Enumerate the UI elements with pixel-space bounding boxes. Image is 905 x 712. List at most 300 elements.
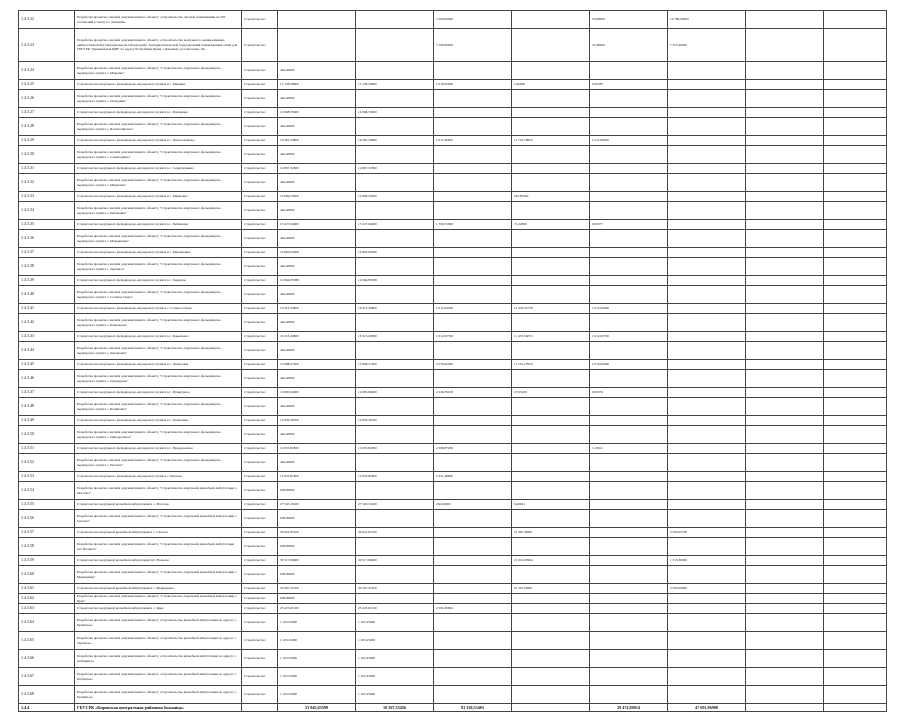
amount-cell-c4: 12 655,81800 [356,444,434,454]
amount-cell-c6 [512,29,590,62]
amount-cell-c7 [590,632,668,650]
row-code: 1.4.3.33 [19,192,75,202]
amount-cell-c5 [434,584,512,594]
amount-cell-c9 [746,528,824,538]
empty-cell [824,220,887,230]
empty-cell [824,416,887,426]
empty-cell [824,398,887,416]
amount-cell-c4: 30 517,84900 [356,556,434,566]
row-name: Разработка проектно-сметной документации по объекту: "Строительство модульного фельдшерско-акушерского пункта с. Пушкурное" [75,370,242,388]
table-row [19,416,887,426]
amount-cell-c3: 494,40000 [278,90,356,108]
amount-cell-c4: 14 968,33600 [356,108,434,118]
row-source: Строительство [242,416,278,426]
amount-cell-c9 [746,146,824,164]
document-page [18,10,886,712]
amount-cell-c7: 31,96000 [590,29,668,62]
row-code: 1.4.3.56 [19,510,75,528]
row-name: Строительство модульного фельдшерско-акушерского пункта в с. Пушкурное [75,388,242,398]
amount-cell-c5 [434,566,512,584]
amount-cell-c5 [434,146,512,164]
amount-cell-c3: 494,40000 [278,370,356,388]
amount-cell-c9 [746,29,824,62]
empty-cell [824,426,887,444]
amount-cell-c9 [746,118,824,136]
row-name: Разработка проектно-сметной документации по объекту: "Строительство модульной врачебной амбулатории с. Ярке" [75,594,242,604]
row-name: Разработка проектно-сметной документации по объекту: «Строительство врачебной амбулатории по адресу: с. Целинное» [75,686,242,704]
table-row [19,62,887,80]
amount-cell-c9 [746,80,824,90]
amount-cell-c8 [668,614,746,632]
amount-cell-c9 [746,704,824,712]
amount-cell-c6 [512,416,590,426]
row-code: 1.4.3.39 [19,276,75,286]
amount-cell-c4: 14 959,36700 [356,416,434,426]
amount-cell-c6: 27,03100 [512,388,590,398]
table-row [19,314,887,332]
amount-cell-c4: 16 281,52800 [356,136,434,146]
row-name: Разработка проектно-сметной документации по объекту: "Строительство модульного фельдшерско-акушерского пункта с. Марьино" [75,62,242,80]
amount-cell-c9 [746,360,824,370]
amount-cell-c3: 14 959,36700 [278,416,356,426]
amount-cell-c7: 29 474,80014 [590,704,668,712]
amount-cell-c4 [356,90,434,108]
row-source: Строительство [242,538,278,556]
amount-cell-c5 [434,398,512,416]
amount-cell-c3: 494,40000 [278,146,356,164]
amount-cell-c3: 494,40000 [278,230,356,248]
amount-cell-c8 [668,230,746,248]
empty-cell [824,454,887,472]
amount-cell-c3: 494,40000 [278,62,356,80]
empty-cell [824,29,887,62]
row-code: 1.4.3.36 [19,230,75,248]
amount-cell-c6 [512,632,590,650]
amount-cell-c4 [356,482,434,500]
row-code: 1.4.3.42 [19,314,75,332]
row-name: Строительство модульного фельдшерско-акушерского пункта в с. Марьяновка [75,248,242,258]
amount-cell-c8 [668,314,746,332]
amount-cell-c9 [746,614,824,632]
table-row [19,108,887,118]
amount-cell-c3: 14 867,31800 [278,164,356,174]
row-name: Разработка проектно-сметной документации по объекту: "Строительство модульного фельдшерско-акушерского пункта с. Рисовое" [75,454,242,472]
amount-cell-c4: 12 683,64900 [356,388,434,398]
amount-cell-c3: 14 969,25900 [278,192,356,202]
amount-cell-c6 [512,614,590,632]
amount-cell-c5 [434,528,512,538]
amount-cell-c5 [434,426,512,444]
empty-cell [824,538,887,556]
amount-cell-c9 [746,500,824,510]
row-source: Строительство [242,342,278,360]
amount-cell-c6 [512,314,590,332]
amount-cell-c5: 1 010,65000 [434,80,512,90]
amount-cell-c5 [434,538,512,556]
amount-cell-c4: 14 963,64306 [356,248,434,258]
amount-cell-c3: 638,00000 [278,538,356,556]
empty-cell [824,556,887,566]
amount-cell-c5 [434,614,512,632]
row-name: Разработка проектно-сметной документации по объекту: "Строительство модульной врачебной амбулатории пгт. Вольное" [75,538,242,556]
row-name: Разработка проектно-сметной документации по объекту: "Строительство модульного фельдшерско-акушерского пункта с. Днепровка" [75,342,242,360]
amount-cell-c5 [434,174,512,192]
row-code: 1.4.3.60 [19,566,75,584]
row-source: Строительство [242,668,278,686]
amount-cell-c4: 13 227,04600 [356,220,434,230]
amount-cell-c4 [356,258,434,276]
amount-cell-c3: 14 968,33600 [278,108,356,118]
table-row [19,566,887,584]
row-name: Строительство модульного фельдшерско-акушерского пункта в с. Зерновое [75,276,242,286]
amount-cell-c8 [668,668,746,686]
amount-cell-c8 [668,510,746,528]
table-row [19,342,887,360]
amount-cell-c8: 2 592,66900 [668,584,746,594]
amount-cell-c9 [746,220,824,230]
amount-cell-c8 [668,370,746,388]
amount-cell-c8 [668,304,746,314]
amount-cell-c8 [668,482,746,500]
row-source: Строительство [242,632,278,650]
empty-cell [824,510,887,528]
row-name: Разработка проектно-сметной документации по объекту: «Строительство врачебной амбулатории по адресу: с. Лебединое» [75,650,242,668]
amount-cell-c9 [746,370,824,388]
amount-cell-c7 [590,202,668,220]
amount-cell-c3: 638,00000 [278,510,356,528]
amount-cell-c3: 494,40000 [278,454,356,472]
row-source [242,704,278,712]
amount-cell-c4 [356,174,434,192]
row-source: Строительство [242,258,278,276]
amount-cell-c7 [590,556,668,566]
amount-cell-c5: 1 790,55000 [434,220,512,230]
table-row [19,304,887,314]
amount-cell-c4: 1 163,25000 [356,686,434,704]
amount-cell-c8 [668,332,746,342]
amount-cell-c3: 30 641,85100 [278,528,356,538]
empty-cell [824,632,887,650]
amount-cell-c9 [746,90,824,108]
amount-cell-c9 [746,230,824,248]
row-name: Строительство модульного фельдшерско-акушерского пункта с. Соленое Озеро [75,304,242,314]
table-row [19,286,887,304]
amount-cell-c9 [746,686,824,704]
amount-cell-c6 [512,11,590,29]
row-code: 1.4.3.68 [19,686,75,704]
row-code: 1.4.3.32 [19,174,75,192]
table-row [19,614,887,632]
amount-cell-c3: 30 567,45100 [278,584,356,594]
row-source: Строительство [242,90,278,108]
amount-cell-c8 [668,258,746,276]
amount-cell-c9 [746,276,824,286]
row-source: Строительство [242,426,278,444]
amount-cell-c9 [746,398,824,416]
amount-cell-c4: 10 507,55456 [356,704,434,712]
row-code: 1.4.3.53 [19,472,75,482]
amount-cell-c9 [746,444,824,454]
amount-cell-c6: 11 161,27959 [512,360,590,370]
table-row [19,444,887,454]
amount-cell-c5 [434,248,512,258]
amount-cell-c9 [746,314,824,332]
amount-cell-c8 [668,164,746,174]
amount-cell-c4: 1 163,25000 [356,650,434,668]
amount-cell-c6 [512,686,590,704]
amount-cell-c6 [512,650,590,668]
amount-cell-c3: 494,40000 [278,398,356,416]
amount-cell-c7 [590,614,668,632]
row-name: Разработка проектно-сметной документации по объекту: "Строительство модульной врачебной амбулатории с. Медведевка" [75,566,242,584]
row-name: Разработка проектно-сметной документации по объекту: "Строительство модульного фельдшерско-акушерского пункта с. Соленое Озеро" [75,286,242,304]
row-code: 1.4.3.23 [19,29,75,62]
row-code: 1.4.3.29 [19,136,75,146]
table-row [19,11,887,29]
row-name: Строительство модульного фельдшерско-акушерского пункта в с. Мирновка [75,192,242,202]
amount-cell-c7 [590,314,668,332]
amount-cell-c3: 494,40000 [278,314,356,332]
amount-cell-c4: 30 641,85100 [356,528,434,538]
row-name: Строительство модульного фельдшерско-акушерского пункта в с. Калиновка [75,416,242,426]
table-row [19,202,887,220]
amount-cell-c4: 1 163,25000 [356,614,434,632]
amount-cell-c4: 14 867,31800 [356,164,434,174]
amount-cell-c5: 2 246,76100 [434,388,512,398]
amount-cell-c4: 25 225,61100 [356,604,434,614]
amount-cell-c5 [434,276,512,286]
table-row [19,556,887,566]
table-row [19,220,887,230]
table-row [19,146,887,164]
amount-cell-c4: 14 969,25900 [356,192,434,202]
table-row [19,604,887,614]
empty-cell [824,80,887,90]
empty-cell [824,370,887,388]
row-source: Строительство [242,556,278,566]
amount-cell-c8 [668,220,746,230]
amount-cell-c7: 1,10911 [590,444,668,454]
row-source: Строительство [242,398,278,416]
amount-cell-c6 [512,230,590,248]
table-row [19,584,887,594]
row-source: Строительство [242,454,278,472]
row-code: 1.4.3.48 [19,398,75,416]
amount-cell-c5 [434,286,512,304]
amount-cell-c5 [434,686,512,704]
empty-cell [824,192,887,202]
row-name: Разработка проектно-сметной документации по объекту: «Строительство модульного здания клинико-диагностической и бактериальной лабораторий с бактериологической подразделения в инженерным сетям для ГБУЗ РК "Джанкойская ЦРБ" по адресу Республика Крым, г.Джанкой, ул.Совхозная, 19» [75,29,242,62]
table-row [19,398,887,416]
amount-cell-c8 [668,62,746,80]
empty-cell [824,444,887,454]
row-code: 1.4.3.47 [19,388,75,398]
amount-cell-c8 [668,566,746,584]
row-code: 1.4.3.40 [19,286,75,304]
amount-cell-c5: 1 012,94200 [434,304,512,314]
amount-cell-c6: 21 916,09964 [512,556,590,566]
amount-cell-c7 [590,426,668,444]
row-source: Строительство [242,192,278,202]
amount-cell-c5: 83 330,55403 [434,704,512,712]
row-source: Строительство [242,164,278,174]
amount-cell-c4: 12 655,81800 [356,472,434,482]
row-code: 1.4.3.66 [19,650,75,668]
amount-cell-c5 [434,556,512,566]
amount-cell-c9 [746,604,824,614]
amount-cell-c4 [356,146,434,164]
amount-cell-c9 [746,164,824,174]
amount-cell-c3: 638,00000 [278,594,356,604]
amount-cell-c9 [746,342,824,360]
amount-cell-c3: 16 281,52800 [278,136,356,146]
amount-cell-c3: 16 313,45800 [278,304,356,314]
amount-cell-c7 [590,454,668,472]
amount-cell-c6: 21 667,48261 [512,528,590,538]
amount-cell-c3: 494,40000 [278,342,356,360]
amount-cell-c4 [356,202,434,220]
amount-cell-c8 [668,360,746,370]
amount-cell-c8 [668,686,746,704]
row-name: Разработка проектно-сметной документации по объекту: "Строительство модульного фельдшерско-акушерского пункта с. Рыбаковка" [75,202,242,220]
amount-cell-c5 [434,510,512,528]
row-source: Строительство [242,276,278,286]
amount-cell-c6: 11 476,54055 [512,332,590,342]
amount-cell-c3 [278,29,356,62]
amount-cell-c7 [590,482,668,500]
table-row [19,136,887,146]
amount-cell-c3: 1 163,25000 [278,614,356,632]
table-row [19,426,887,444]
amount-cell-c6 [512,164,590,174]
amount-cell-c6 [512,482,590,500]
amount-cell-c9 [746,174,824,192]
row-code: 1.4.3.24 [19,62,75,80]
row-source: Строительство [242,444,278,454]
amount-cell-c5: 2 389,87200 [434,444,512,454]
empty-cell [824,360,887,370]
amount-cell-c3: 494,40000 [278,258,356,276]
amount-cell-c6 [512,454,590,472]
amount-cell-c7 [590,594,668,604]
row-code: 1.4.3.58 [19,538,75,556]
amount-cell-c6 [512,342,590,360]
amount-cell-c7 [590,90,668,108]
amount-cell-c4 [356,230,434,248]
amount-cell-c7 [590,286,668,304]
amount-cell-c6 [512,258,590,276]
row-code: 1.4.3.22 [19,11,75,29]
amount-cell-c3: 494,40000 [278,174,356,192]
amount-cell-c3: 638,00000 [278,566,356,584]
amount-cell-c8 [668,538,746,556]
row-code: 1.4.3.52 [19,454,75,472]
amount-cell-c3: 1 163,25000 [278,650,356,668]
amount-cell-c3: 12 683,64900 [278,388,356,398]
amount-cell-c5 [434,650,512,668]
row-name: Разработка проектно-сметной документации по объекту: "Строительство модульного фельдшерско-акушерского пункта с. Сериподкино" [75,146,242,164]
amount-cell-c6 [512,472,590,482]
amount-cell-c7 [590,258,668,276]
row-code: 1.4.3.37 [19,248,75,258]
row-source: Строительство [242,202,278,220]
amount-cell-c6 [512,668,590,686]
table-row [19,80,887,90]
amount-cell-c8 [668,604,746,614]
amount-cell-c4: 13 158,29800 [356,80,434,90]
amount-cell-c6 [512,538,590,556]
amount-cell-c9 [746,332,824,342]
amount-cell-c8 [668,146,746,164]
empty-cell [824,286,887,304]
amount-cell-c9 [746,426,824,444]
amount-cell-c8 [668,202,746,220]
amount-cell-c5 [434,230,512,248]
table-row [19,332,887,342]
amount-cell-c8: 1 313,36000 [668,556,746,566]
amount-cell-c7 [590,510,668,528]
amount-cell-c7 [590,538,668,556]
amount-cell-c8: 2 582,05700 [668,528,746,538]
amount-cell-c8 [668,632,746,650]
amount-cell-c4 [356,286,434,304]
amount-cell-c3: 494,40000 [278,202,356,220]
row-source: Строительство [242,528,278,538]
amount-cell-c4: 14 964,85588 [356,276,434,286]
row-code: 1.4.3.30 [19,146,75,164]
row-source: Строительство [242,136,278,146]
table-row [19,632,887,650]
amount-cell-c8 [668,388,746,398]
row-code: 1.4.3.62 [19,594,75,604]
amount-cell-c9 [746,304,824,314]
table-row [19,360,887,370]
amount-cell-c7: 2 076,62400 [590,360,668,370]
amount-cell-c6 [512,248,590,258]
empty-cell [824,342,887,360]
amount-cell-c6: 11 476,53758 [512,304,590,314]
amount-cell-c3: 16 313,45800 [278,332,356,342]
empty-cell [824,332,887,342]
empty-cell [824,118,887,136]
empty-cell [824,11,887,29]
amount-cell-c8 [668,118,746,136]
row-code: 1.4.3.28 [19,118,75,136]
table-row [19,164,887,174]
amount-cell-c9 [746,566,824,584]
empty-cell [824,174,887,192]
amount-cell-c9 [746,454,824,472]
amount-cell-c6 [512,370,590,388]
amount-cell-c9 [746,108,824,118]
amount-cell-c7 [590,416,668,426]
row-name: Строительство модульного фельдшерско-акушерского пункта в с. Придорожное [75,444,242,454]
amount-cell-c5: 1 011,90200 [434,136,512,146]
empty-cell [824,164,887,174]
row-code: 1.4.3.44 [19,342,75,360]
amount-cell-c8 [668,136,746,146]
table-row [19,276,887,286]
table-row [19,668,887,686]
budget-table [18,10,887,712]
amount-cell-c9 [746,202,824,220]
row-source: Строительство [242,614,278,632]
empty-cell [824,668,887,686]
amount-cell-c6 [512,146,590,164]
amount-cell-c4 [356,398,434,416]
amount-cell-c8 [668,416,746,426]
row-source: Строительство [242,304,278,314]
